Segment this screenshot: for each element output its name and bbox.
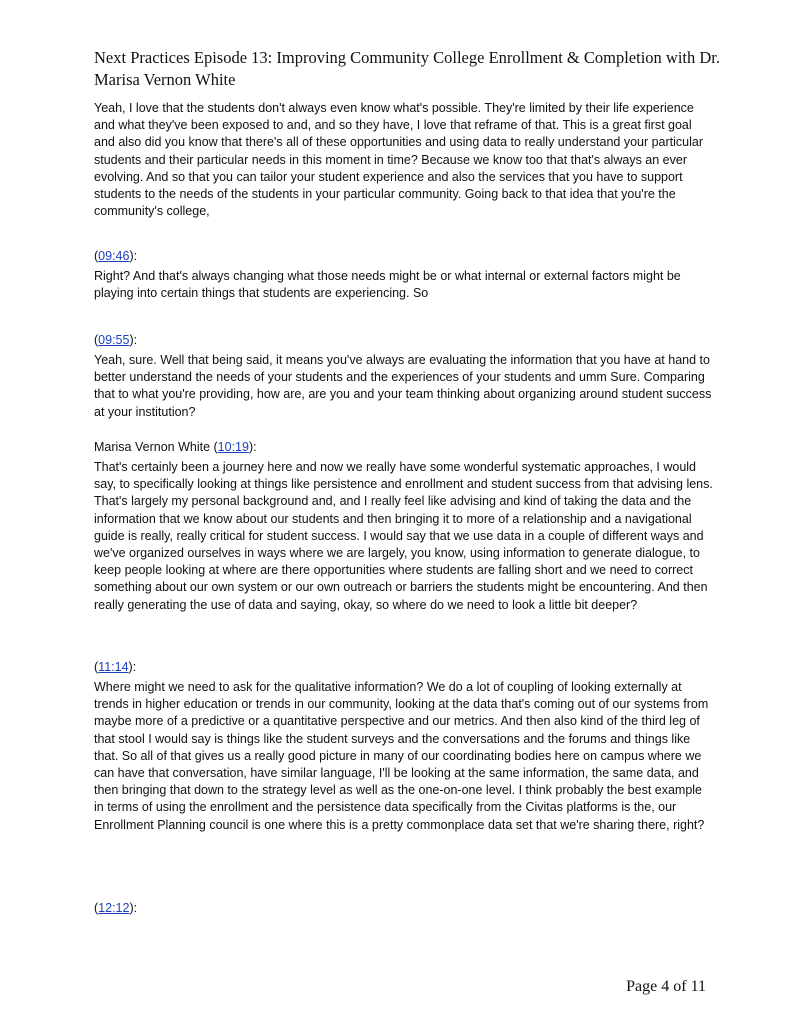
transcript-segment — [94, 248, 714, 302]
segment-text: Where might we need to ask for the qualitative information? We do a lot of coupling of looking externally at trends in higher education or trends in our community, looking at the data that's coming out of our systems from maybe more of a predictive or a quantitative perspective and our metrics. And then also kind of the third leg of that stool I would say is things like the student surveys and the conversations and the forums and things like that. So all of that gives us a really good picture in many of our coordinating bodies here on campus where we can have that conversation, have similar language, I'll be looking at the same information, the same data, and then bringing that down to the strategy level as well as the one-on-one level. I think probably the best example in terms of using the enrollment and the persistence data specifically from the Civitas platforms is the, our Enrollment Planning council is one where this is a pretty commonplace data set that we're sharing there, right? — [94, 680, 709, 832]
timestamp-link[interactable]: 11:14 — [98, 660, 129, 674]
transcript-segment — [94, 332, 714, 421]
transcript-segment — [94, 900, 714, 920]
speaker-line: (11:14): — [94, 660, 137, 674]
transcript-segment — [94, 100, 714, 220]
timestamp-link[interactable]: 09:55 — [98, 333, 130, 347]
segment-text: That's certainly been a journey here and now we really have some wonderful systematic approaches, I would say, to specifically looking at things like persistence and enrollment and student success from that advising lens. That's largely my personal background and, and I really feel like advising and kind of taking the data and the information that we know about our students and then bringing it to more of a relationship and a navigational guide is really, really critical for student success. I would say that we use data in a couple of different ways and we've organized ourselves in ways where we are largely, you know, using information to generate dialogue, to keep people looking at where are there opportunities where students are falling short and we need to correct something about our own system or our own outreach or barriers the students might be encountering. And then really generating the use of data and saying, okay, so where do we need to look a little bit deeper? — [94, 460, 713, 612]
speaker-name: Marisa Vernon White — [94, 440, 211, 454]
timestamp-link[interactable]: 09:46 — [98, 249, 130, 263]
document-title: Next Practices Episode 13: Improving Community College Enrollment & Completion with Dr. Marisa Vernon White — [94, 48, 721, 89]
segment-text: Yeah, I love that the students don't always even know what's possible. They're limited by their life experience and what they've been exposed to and, and so they have, I love that reframe of that. This is a great first goal and also did you know that there's all of these opportunities and using data to really understand your particular students and their particular needs in this moment in time? Because we know too that that's always an ever evolving. And so that you can tailor your student experience and also the services that you have to support students to the needs of the students in your particular community. Going back to that idea that you're the community's college, — [94, 101, 704, 219]
speaker-line: (09:46): — [94, 249, 138, 263]
timestamp-link[interactable]: 12:12 — [98, 901, 130, 915]
segment-text: Yeah, sure. Well that being said, it means you've always are evaluating the information that you have at hand to better understand the needs of your students and the experiences of your students and umm Sure. Comparing that to what you're providing, how are, are you and your team thinking about organizing around student success at your institution? — [94, 353, 712, 419]
transcript-segment — [94, 659, 714, 834]
timestamp-link[interactable]: 10:19 — [217, 440, 249, 454]
segment-text: Right? And that's always changing what those needs might be or what internal or external factors might be playing into certain things that students are experiencing. So — [94, 269, 681, 301]
speaker-line: (12:12): — [94, 901, 138, 915]
transcript-segment — [94, 439, 714, 614]
speaker-line: (09:55): — [94, 333, 138, 347]
page-number: Page 4 of 11 — [626, 978, 706, 995]
speaker-line: Marisa Vernon White (10:19): — [94, 440, 257, 454]
